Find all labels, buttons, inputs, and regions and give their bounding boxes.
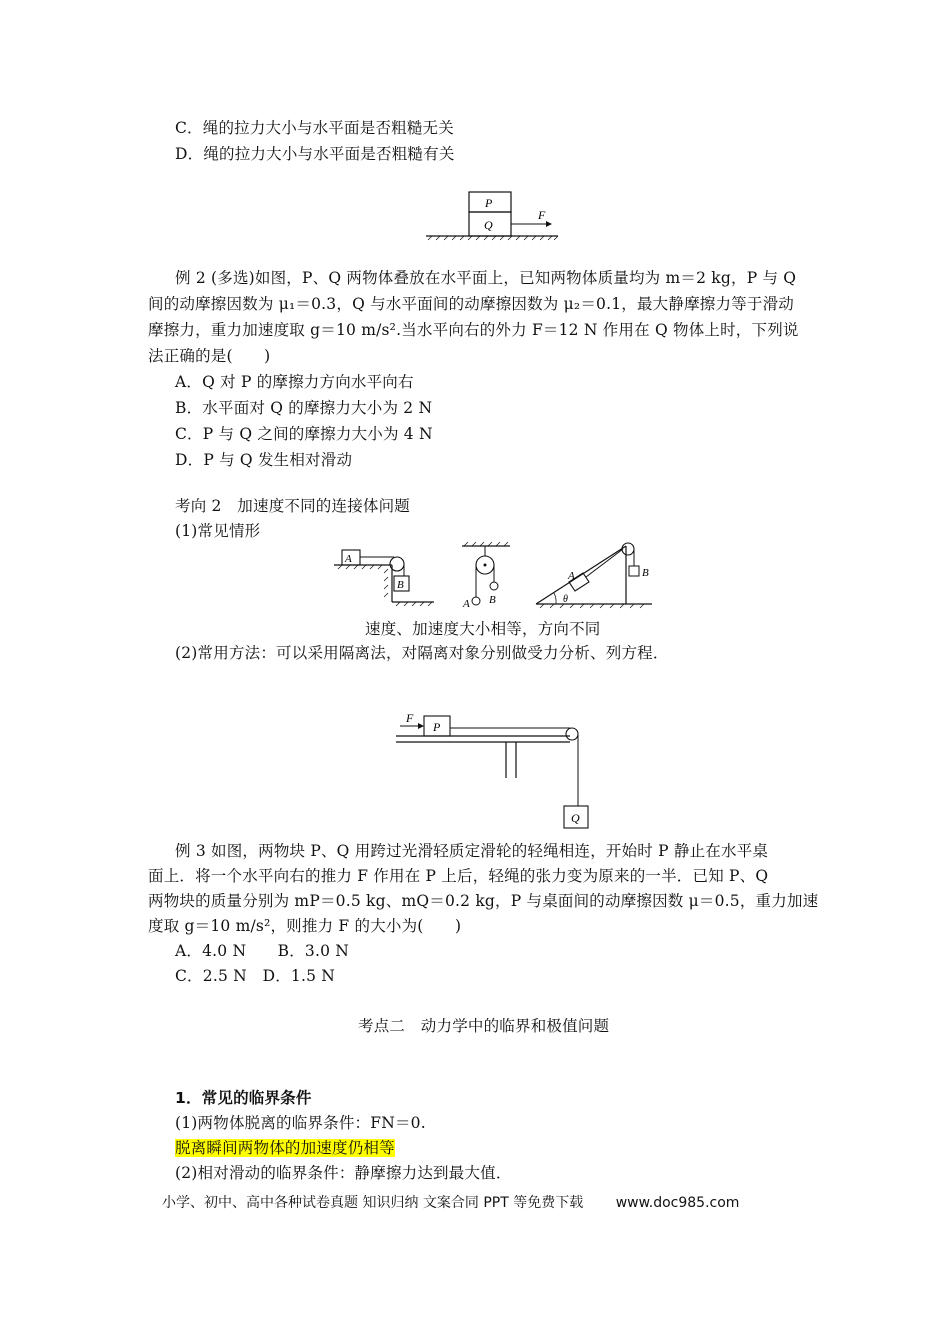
fig3-label-q: Q xyxy=(571,811,580,825)
figure-stacked-blocks xyxy=(422,190,562,242)
critical-conditions-title: 1．常见的临界条件 xyxy=(175,1089,312,1107)
section-heading: 考点二 动力学中的临界和极值问题 xyxy=(358,1017,610,1035)
example2-line4: 法正确的是( ) xyxy=(148,347,271,365)
example2-option-b: B．水平面对 Q 的摩擦力大小为 2 N xyxy=(175,399,433,417)
example3-line4: 度取 g＝10 m/s²，则推力 F 的大小为( ) xyxy=(148,917,462,935)
label-f: F xyxy=(538,208,546,222)
option-d-top: D．绳的拉力大小与水平面是否粗糙有关 xyxy=(175,145,455,163)
critical-condition-1: (1)两物体脱离的临界条件：FN＝0. xyxy=(175,1114,426,1132)
example3-line3: 两物块的质量分别为 mP＝0.5 kg、mQ＝0.2 kg，P 与桌面间的动摩擦因数 μ＝0.5，重力加速 xyxy=(148,892,819,910)
direction2-sub2: (2)常用方法：可以采用隔离法，对隔离对象分别做受力分析、列方程． xyxy=(175,644,669,662)
fig2-label-b3: B xyxy=(642,567,649,579)
figure-connected-bodies xyxy=(330,540,660,612)
figure-table-pulley xyxy=(392,710,592,835)
example2-option-d: D．P 与 Q 发生相对滑动 xyxy=(175,451,353,469)
direction2-sub1: (1)常见情形 xyxy=(175,522,261,540)
example2-option-a: A．Q 对 P 的摩擦力方向水平向右 xyxy=(175,373,414,391)
example2-line1: 例 2 (多选)如图，P、Q 两物体叠放在水平面上，已知两物体质量均为 m＝2 kg，P 与 Q xyxy=(175,269,797,287)
example2-line2: 间的动摩擦因数为 μ₁＝0.3，Q 与水平面间的动摩擦因数为 μ₂＝0.1，最大静摩擦力等于滑动 xyxy=(148,295,794,313)
option-c-top: C．绳的拉力大小与水平面是否粗糙无关 xyxy=(175,119,454,137)
example3-line1: 例 3 如图，两物块 P、Q 用跨过光滑轻质定滑轮的轻绳相连，开始时 P 静止在水平桌 xyxy=(175,842,769,860)
example3-line2: 面上．将一个水平向右的推力 F 作用在 P 上后，轻绳的张力变为原来的一半．已知 P、Q xyxy=(148,867,769,885)
footer-url[interactable]: www.doc985.com xyxy=(615,1195,740,1211)
critical-condition-2: (2)相对滑动的临界条件：静摩擦力达到最大值． xyxy=(175,1164,512,1182)
footer xyxy=(162,1192,739,1212)
fig2-label-a2: A xyxy=(463,598,470,610)
example2-option-c: C．P 与 Q 之间的摩擦力大小为 4 N xyxy=(175,425,433,443)
label-p: P xyxy=(485,196,493,210)
fig2-label-b1: B xyxy=(397,579,404,591)
example3-options-ab: A．4.0 N B．3.0 N xyxy=(175,942,350,960)
label-q: Q xyxy=(484,218,493,232)
example3-options-cd: C．2.5 N D．1.5 N xyxy=(175,967,336,985)
fig2-label-a1: A xyxy=(345,553,352,565)
fig2-label-a3: A xyxy=(568,570,575,582)
fig3-label-f: F xyxy=(406,711,414,725)
figure-caption: 速度、加速度大小相等，方向不同 xyxy=(365,620,601,638)
highlighted-note: 脱离瞬间两物体的加速度仍相等 xyxy=(175,1139,395,1157)
example2-line3: 摩擦力，重力加速度取 g＝10 m/s².当水平向右的外力 F＝12 N 作用在 Q 物体上时，下列说 xyxy=(148,321,799,339)
fig3-label-p: P xyxy=(433,720,441,734)
fig2-label-b2: B xyxy=(489,594,496,606)
footer-text: 小学、初中、高中各种试卷真题 知识归纳 文案合同 PPT 等免费下载 xyxy=(162,1195,584,1211)
direction2-title: 考向 2 加速度不同的连接体问题 xyxy=(175,497,410,515)
fig2-label-theta: θ xyxy=(563,594,568,605)
